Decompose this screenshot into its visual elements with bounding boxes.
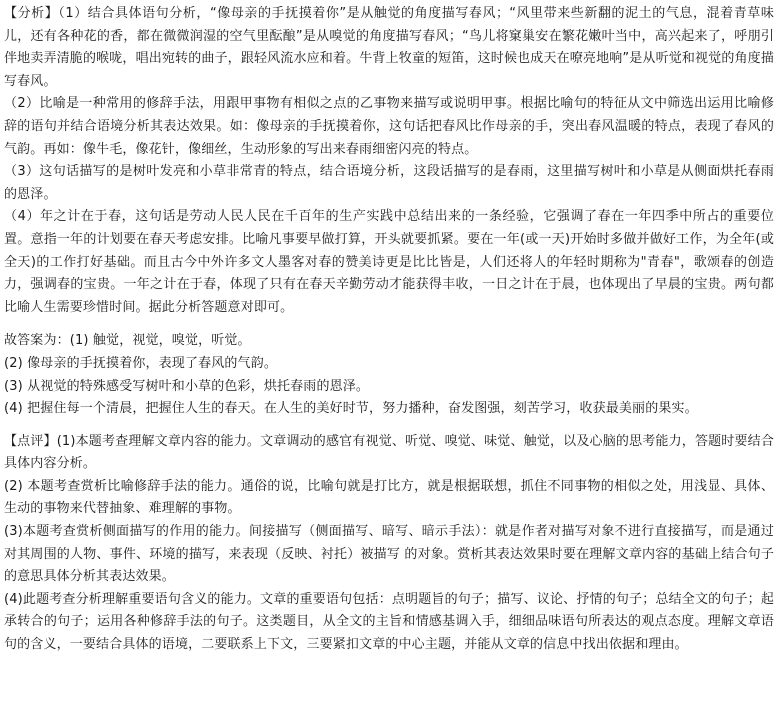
analysis-paragraph-2: （2）比喻是一种常用的修辞手法，用跟甲事物有相似之点的乙事物来描写或说明甲事。根据比喻句的特征从文中筛选出运用比喻修辞的语句并结合语境分析其表达效果。如：像母亲的手抚摸着你，这句话把春风比作母亲的手，突出春风温暖的特点，表现了春风的气韵。再如：像牛毛，像花针，像细丝，生动形象的写出来春雨细密闪亮的特点。 bbox=[4, 96, 774, 157]
analysis-paragraph-4: （4）年之计在于春，这句话是劳动人民人民在千百年的生产实践中总结出来的一条经验，它强调了春在一年四季中所占的重要位置。意指一年的计划要在春天考虑安排。比喻凡事要早做打算，开头就要抓紧。要在一年(或一天)开始时多做并做好工作，为全年(或全天)的工作打好基础。而且古今中外许多文人墨客对春的赞美诗更是比比皆是，人们还将人的年轻时期称为"青春"，歌颂春的创造力，强调春的宝贵。一年之计在于春，体现了只有在春天辛勤劳动才能获得丰收，一日之计在于晨，也体现出了早晨的宝贵。两句都比喻人生需要珍惜时间。据此分析答题意对即可。 bbox=[4, 209, 774, 315]
section-spacer bbox=[4, 421, 774, 431]
comment-paragraph-4: (4)此题考查分析理解重要语句含义的能力。文章的重要语句包括：点明题旨的句子；描写、议论、抒情的句子；总结全文的句子；起承转合的句子；运用各种修辞手法的句子。这类题目，从全文的主旨和情感基调入手，细细品味语句所表达的观点态度。理解文章语句的含义，一要结合具体的语境，二要联系上下文，三要紧扣文章的中心主题，并能从文章的信息中找出依据和理由。 bbox=[4, 591, 774, 653]
analysis-section bbox=[4, 3, 774, 319]
answer-line-2: (2) 像母亲的手抚摸着你，表现了春风的气韵。 bbox=[4, 355, 277, 371]
comment-paragraph-1: 【点评】(1)本题考查理解文章内容的能力。文章调动的感官有视觉、听觉、嗅觉、味觉、触觉，以及心脑的思考能力，答题时要结合具体内容分析。 bbox=[4, 433, 774, 472]
comment-section bbox=[4, 431, 774, 657]
answer-line-4: (4) 把握住每一个清晨，把握住人生的春天。在人生的美好时节，努力播种，奋发图强，刻苦学习，收获最美丽的果实。 bbox=[4, 401, 698, 417]
answer-line-1: 故答案为：(1) 触觉，视觉，嗅觉，听觉。 bbox=[4, 333, 251, 349]
analysis-paragraph-3: （3）这句话描写的是树叶发亮和小草非常青的特点，结合语境分析，这段话描写的是春雨，这里描写树叶和小草是从侧面烘托春雨的恩泽。 bbox=[4, 164, 774, 202]
analysis-paragraph-1: 【分析】（1）结合具体语句分析，“像母亲的手抚摸着你”是从触觉的角度描写春风；“风里带来些新翻的泥土的气息，混着青草味儿，还有各种花的香，都在微微润湿的空气里酝酿”是从嗅觉的角度描写春风；“鸟儿将窠巢安在繁花嫩叶当中，高兴起来了，呼朋引伴地卖弄清脆的喉咙，唱出宛转的曲子，跟轻风流水应和着。牛背上牧童的短笛，这时候也成天在嘹亮地响”是从听觉和视觉的角度描写春风。 bbox=[4, 6, 774, 89]
comment-paragraph-3: (3)本题考查赏析侧面描写的作用的能力。间接描写（侧面描写、暗写、暗示手法）：就是作者对描写对象不进行直接描写，而是通过对其周围的人物、事件、环境的描写，来表现（反映、衬托）被描写 的对象。赏析其表达效果时要在理解文章内容的基础上结合句子的意思具体分析其表达效果。 bbox=[4, 524, 774, 585]
answer-line-3: (3) 从视觉的特殊感受写树叶和小草的色彩，烘托春雨的恩泽。 bbox=[4, 378, 370, 394]
comment-paragraph-2: (2) 本题考查赏析比喻修辞手法的能力。通俗的说，比喻句就是打比方，就是根据联想，抓住不同事物的相似之处，用浅显、具体、生动的事物来代替抽象、难理解的事物。 bbox=[4, 478, 774, 517]
answer-section bbox=[4, 330, 774, 420]
section-spacer bbox=[4, 319, 774, 330]
